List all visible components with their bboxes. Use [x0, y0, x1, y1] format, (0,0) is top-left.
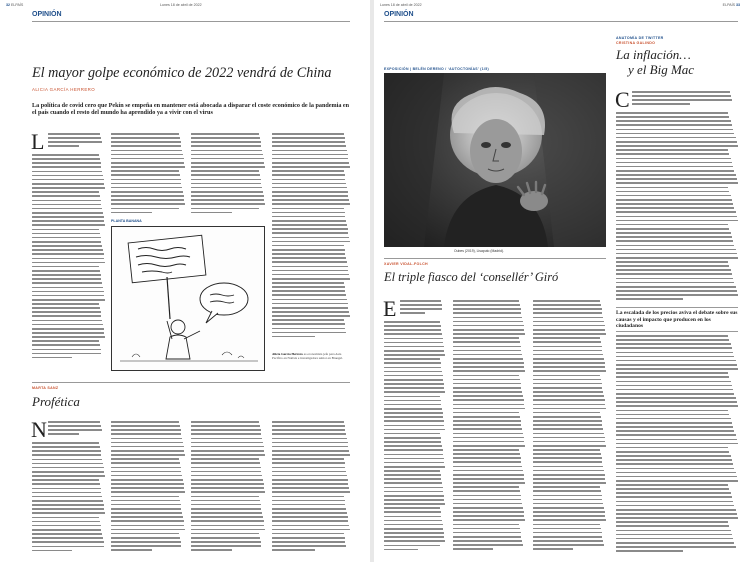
- lead-col-1-top: [48, 133, 105, 151]
- bottom-kicker: XAVIER VIDAL-FOLCH: [384, 262, 428, 266]
- right-folio: [723, 3, 740, 7]
- side-pullquote: La escalada de los precios aviva el debate sobre sus causas y el impacto que producen en los ciudadanos: [616, 310, 738, 330]
- left-folio-number: 32: [6, 3, 10, 7]
- cartoon-label: PLANTA BANANA: [111, 219, 142, 223]
- second-col-3: [191, 421, 265, 554]
- second-col-1-top: [48, 421, 105, 439]
- right-section-label: OPINIÓN: [384, 11, 414, 18]
- side-col-lower: [616, 335, 738, 554]
- lead-dropcap: L: [31, 129, 45, 154]
- lead-byline: ALICIA GARCÍA HERRERO: [32, 87, 96, 92]
- bottom-headline: El triple fiasco del ‘consellér’ Giró: [384, 270, 559, 284]
- lead-author-bio-text: es economista jefe para Asia Pacífico en Natixis e investigadora sénior en Bruegel.: [272, 352, 343, 360]
- bottom-col-2: [453, 300, 525, 554]
- left-section-rule: [32, 21, 350, 22]
- right-section-rule: [384, 21, 738, 22]
- second-kicker: MARTA SANZ: [32, 386, 59, 390]
- right-page: [374, 0, 748, 562]
- exposition-caption: Oubes (2019), Lisaputo (Madrid).: [454, 249, 504, 253]
- lead-author-bio-name: Alicia García Herrero: [272, 352, 303, 356]
- second-dropcap: N: [31, 417, 47, 442]
- bottom-col-1-top: [400, 300, 445, 318]
- right-folio-brand: ELPAÍS: [722, 3, 735, 7]
- left-section-label: OPINIÓN: [32, 11, 62, 18]
- cartoon: [111, 226, 265, 371]
- second-col-4: [272, 421, 350, 554]
- lead-deck: La política de covid cero que Pekín se empeña en mantener está abocada a disparar el coste económico de la pandemia en el país cuando el resto del mundo ha aprendido ya a vivir con el virus: [32, 103, 350, 117]
- left-folio-date: Lunes 18 de abril de 2022: [160, 3, 202, 7]
- lead-col-1: [32, 154, 105, 364]
- left-folio: [6, 3, 23, 7]
- bottom-col-3: [533, 300, 606, 554]
- side-headline-line-1: La inflación…: [616, 47, 691, 62]
- bottom-article-rule: [384, 258, 606, 259]
- exposition-kicker: EXPOSICIÓN | BELÉN DERENO / ‘AUTOCTONÍAS’ (1/5): [384, 67, 489, 71]
- bottom-dropcap: E: [383, 296, 397, 321]
- pullquote-rule-top: [616, 307, 738, 308]
- side-headline-line-2: y el Big Mac: [628, 62, 695, 77]
- portrait-photo-icon: [384, 73, 606, 247]
- left-folio-brand: ELPAÍS: [11, 3, 24, 7]
- right-folio-number: 33: [736, 3, 740, 7]
- side-author: CRISTINA GALINDO: [616, 41, 656, 45]
- second-col-2: [111, 421, 185, 554]
- second-headline: Profética: [32, 394, 80, 409]
- second-col-1: [32, 442, 105, 554]
- pullquote-rule-bottom: [616, 331, 738, 332]
- lead-author-bio: [272, 353, 350, 361]
- side-dropcap: C: [615, 87, 630, 112]
- lead-headline: El mayor golpe económico de 2022 vendrá de China: [32, 65, 332, 81]
- side-col-upper: [616, 112, 738, 304]
- right-folio-date: Lunes 18 de abril de 2022: [380, 3, 422, 7]
- bottom-col-1: [384, 321, 445, 554]
- lead-col-2: [111, 133, 185, 213]
- cartoon-drawing-icon: [112, 227, 266, 372]
- left-mid-rule: [32, 382, 350, 383]
- side-col-top: [632, 91, 738, 109]
- left-page: [0, 0, 370, 562]
- lead-col-4: [272, 133, 350, 347]
- side-kicker: ANATOMÍA DE TWITTER: [616, 36, 664, 40]
- exposition-photo: [384, 73, 606, 247]
- lead-col-3: [191, 133, 265, 213]
